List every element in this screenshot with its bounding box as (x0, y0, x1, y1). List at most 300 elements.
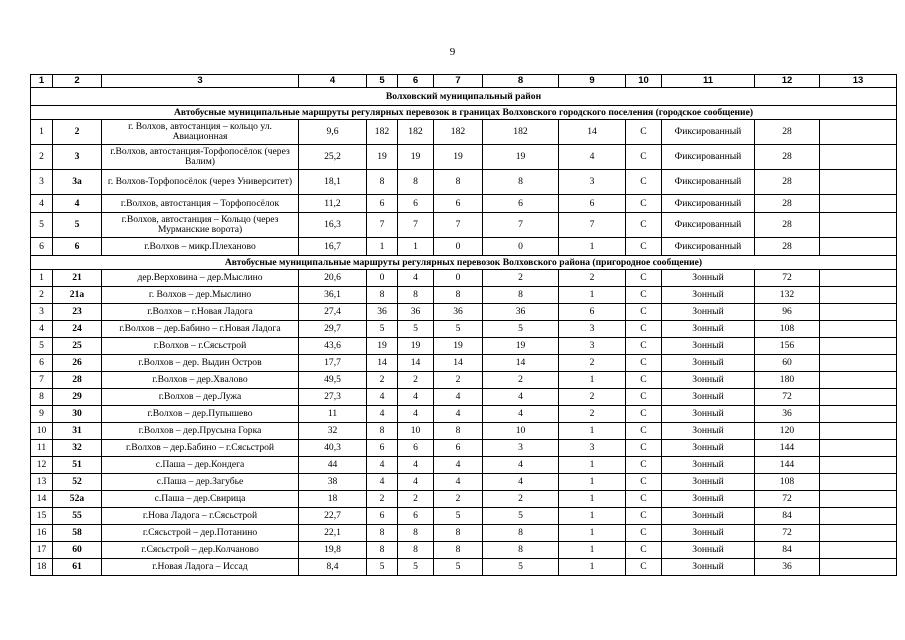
col10-value: С (626, 491, 662, 508)
route-number: 52 (53, 474, 102, 491)
table-row (31, 145, 897, 170)
tariff-type: Зонный (662, 355, 755, 372)
col12-value: 144 (755, 457, 820, 474)
col10-value: С (626, 389, 662, 406)
route-name: с.Паша – дер.Загубье (102, 474, 299, 491)
route-length: 40,3 (299, 440, 367, 457)
tariff-type: Фиксированный (662, 170, 755, 195)
region-row (31, 88, 897, 106)
col12-value: 60 (755, 355, 820, 372)
row-index: 17 (31, 542, 53, 559)
col12-value: 156 (755, 338, 820, 355)
tariff-type: Фиксированный (662, 120, 755, 145)
col9-value: 1 (559, 542, 626, 559)
route-number: 2 (53, 120, 102, 145)
col9-value: 1 (559, 491, 626, 508)
column-number: 3 (102, 75, 299, 88)
col13-value (820, 372, 897, 389)
col12-value: 144 (755, 440, 820, 457)
col10-value: С (626, 423, 662, 440)
col8-value: 5 (483, 559, 559, 576)
route-length: 18,1 (299, 170, 367, 195)
col12-value: 108 (755, 474, 820, 491)
col8-value: 7 (483, 213, 559, 238)
col6-value: 19 (398, 338, 434, 355)
col5-value: 4 (367, 474, 398, 491)
row-index: 16 (31, 525, 53, 542)
col8-value: 2 (483, 491, 559, 508)
col6-value: 19 (398, 145, 434, 170)
col9-value: 1 (559, 559, 626, 576)
route-length: 16,7 (299, 238, 367, 256)
tariff-type: Зонный (662, 372, 755, 389)
col9-value: 6 (559, 195, 626, 213)
route-name: г.Новая Ладога – Иссад (102, 559, 299, 576)
route-length: 19,8 (299, 542, 367, 559)
col5-value: 14 (367, 355, 398, 372)
col9-value: 3 (559, 321, 626, 338)
col7-value: 8 (434, 525, 483, 542)
column-number: 7 (434, 75, 483, 88)
col12-value: 72 (755, 389, 820, 406)
route-number: 60 (53, 542, 102, 559)
route-name: дер.Верховина – дер.Мыслино (102, 270, 299, 287)
tariff-type: Зонный (662, 287, 755, 304)
row-index: 3 (31, 170, 53, 195)
route-number: 28 (53, 372, 102, 389)
section-title: Автобусные муниципальные маршруты регулярных перевозок в границах Волховского городского поселения (городское сообщение) (31, 106, 897, 120)
col8-value: 8 (483, 542, 559, 559)
route-number: 21 (53, 270, 102, 287)
route-length: 38 (299, 474, 367, 491)
column-number: 12 (755, 75, 820, 88)
route-length: 11 (299, 406, 367, 423)
col7-value: 19 (434, 145, 483, 170)
col10-value: С (626, 304, 662, 321)
tariff-type: Зонный (662, 389, 755, 406)
col13-value (820, 287, 897, 304)
col8-value: 19 (483, 338, 559, 355)
table-row (31, 525, 897, 542)
col7-value: 182 (434, 120, 483, 145)
table-row (31, 508, 897, 525)
col7-value: 4 (434, 457, 483, 474)
col6-value: 8 (398, 525, 434, 542)
col8-value: 3 (483, 440, 559, 457)
route-number: 26 (53, 355, 102, 372)
tariff-type: Фиксированный (662, 145, 755, 170)
col8-value: 36 (483, 304, 559, 321)
col13-value (820, 508, 897, 525)
col12-value: 36 (755, 406, 820, 423)
col9-value: 2 (559, 389, 626, 406)
route-number: 51 (53, 457, 102, 474)
col10-value: С (626, 270, 662, 287)
col5-value: 1 (367, 238, 398, 256)
col6-value: 182 (398, 120, 434, 145)
col12-value: 36 (755, 559, 820, 576)
route-name: г. Волхов-Торфопосёлок (через Университет) (102, 170, 299, 195)
route-length: 9,6 (299, 120, 367, 145)
col7-value: 2 (434, 372, 483, 389)
route-length: 29,7 (299, 321, 367, 338)
col13-value (820, 525, 897, 542)
col6-value: 14 (398, 355, 434, 372)
route-number: 3а (53, 170, 102, 195)
route-name: г.Волхов, автостанция – Торфопосёлок (102, 195, 299, 213)
route-name: г.Волхов – дер. Выдин Остров (102, 355, 299, 372)
table-row (31, 270, 897, 287)
route-name: с.Паша – дер.Кондега (102, 457, 299, 474)
col13-value (820, 406, 897, 423)
row-index: 10 (31, 423, 53, 440)
row-index: 9 (31, 406, 53, 423)
col12-value: 28 (755, 213, 820, 238)
col5-value: 8 (367, 423, 398, 440)
col13-value (820, 270, 897, 287)
table-row (31, 406, 897, 423)
col8-value: 14 (483, 355, 559, 372)
col9-value: 2 (559, 270, 626, 287)
route-number: 21а (53, 287, 102, 304)
col6-value: 8 (398, 170, 434, 195)
col9-value: 2 (559, 355, 626, 372)
column-number: 10 (626, 75, 662, 88)
row-index: 6 (31, 355, 53, 372)
col7-value: 4 (434, 474, 483, 491)
col10-value: С (626, 213, 662, 238)
tariff-type: Фиксированный (662, 195, 755, 213)
col8-value: 2 (483, 270, 559, 287)
col5-value: 6 (367, 440, 398, 457)
col6-value: 6 (398, 195, 434, 213)
tariff-type: Зонный (662, 423, 755, 440)
table-row (31, 423, 897, 440)
col5-value: 0 (367, 270, 398, 287)
tariff-type: Зонный (662, 457, 755, 474)
column-number: 8 (483, 75, 559, 88)
col8-value: 8 (483, 287, 559, 304)
col10-value: С (626, 542, 662, 559)
col7-value: 0 (434, 238, 483, 256)
col8-value: 4 (483, 406, 559, 423)
col12-value: 84 (755, 508, 820, 525)
col7-value: 2 (434, 491, 483, 508)
route-length: 49,5 (299, 372, 367, 389)
route-name: г.Волхов – дер.Бабино – г.Новая Ладога (102, 321, 299, 338)
row-index: 8 (31, 389, 53, 406)
col6-value: 4 (398, 270, 434, 287)
row-index: 6 (31, 238, 53, 256)
col5-value: 182 (367, 120, 398, 145)
route-number: 4 (53, 195, 102, 213)
route-number: 5 (53, 213, 102, 238)
table-row (31, 287, 897, 304)
col5-value: 5 (367, 559, 398, 576)
table-row (31, 170, 897, 195)
col8-value: 182 (483, 120, 559, 145)
route-name: г.Волхов, автостанция – Кольцо (через Мурманские ворота) (102, 213, 299, 238)
col9-value: 7 (559, 213, 626, 238)
col5-value: 8 (367, 170, 398, 195)
col6-value: 1 (398, 238, 434, 256)
route-length: 43,6 (299, 338, 367, 355)
col5-value: 2 (367, 372, 398, 389)
col13-value (820, 440, 897, 457)
col13-value (820, 120, 897, 145)
col7-value: 8 (434, 423, 483, 440)
route-length: 18 (299, 491, 367, 508)
row-index: 1 (31, 270, 53, 287)
col10-value: С (626, 440, 662, 457)
routes-table (30, 74, 897, 576)
region-title: Волховский муниципальный район (31, 88, 897, 106)
route-number: 52а (53, 491, 102, 508)
col13-value (820, 170, 897, 195)
tariff-type: Зонный (662, 559, 755, 576)
col5-value: 2 (367, 491, 398, 508)
col12-value: 28 (755, 145, 820, 170)
tariff-type: Зонный (662, 406, 755, 423)
route-length: 44 (299, 457, 367, 474)
col5-value: 5 (367, 321, 398, 338)
table-row (31, 440, 897, 457)
col8-value: 4 (483, 389, 559, 406)
col10-value: С (626, 508, 662, 525)
column-number: 11 (662, 75, 755, 88)
row-index: 5 (31, 338, 53, 355)
col9-value: 1 (559, 238, 626, 256)
col6-value: 5 (398, 559, 434, 576)
col9-value: 1 (559, 287, 626, 304)
col12-value: 28 (755, 195, 820, 213)
col7-value: 4 (434, 406, 483, 423)
col13-value (820, 338, 897, 355)
route-number: 30 (53, 406, 102, 423)
col13-value (820, 491, 897, 508)
tariff-type: Зонный (662, 304, 755, 321)
page-number: 9 (449, 46, 456, 58)
col6-value: 4 (398, 457, 434, 474)
col7-value: 6 (434, 440, 483, 457)
col6-value: 4 (398, 406, 434, 423)
row-index: 3 (31, 304, 53, 321)
col8-value: 4 (483, 457, 559, 474)
route-number: 23 (53, 304, 102, 321)
col8-value: 8 (483, 170, 559, 195)
tariff-type: Зонный (662, 338, 755, 355)
row-index: 1 (31, 120, 53, 145)
col9-value: 3 (559, 170, 626, 195)
route-length: 17,7 (299, 355, 367, 372)
row-index: 4 (31, 321, 53, 338)
col8-value: 5 (483, 321, 559, 338)
col9-value: 6 (559, 304, 626, 321)
route-number: 6 (53, 238, 102, 256)
col10-value: С (626, 457, 662, 474)
col7-value: 0 (434, 270, 483, 287)
tariff-type: Зонный (662, 491, 755, 508)
route-length: 22,7 (299, 508, 367, 525)
col5-value: 8 (367, 542, 398, 559)
tariff-type: Фиксированный (662, 213, 755, 238)
column-number: 9 (559, 75, 626, 88)
route-name: г. Волхов – дер.Мыслино (102, 287, 299, 304)
row-index: 4 (31, 195, 53, 213)
col8-value: 6 (483, 195, 559, 213)
col6-value: 5 (398, 321, 434, 338)
route-number: 24 (53, 321, 102, 338)
col7-value: 7 (434, 213, 483, 238)
route-number: 3 (53, 145, 102, 170)
col13-value (820, 238, 897, 256)
route-name: с.Паша – дер.Свирица (102, 491, 299, 508)
col10-value: С (626, 321, 662, 338)
col8-value: 8 (483, 525, 559, 542)
col8-value: 0 (483, 238, 559, 256)
col10-value: С (626, 525, 662, 542)
tariff-type: Зонный (662, 542, 755, 559)
col9-value: 4 (559, 145, 626, 170)
column-number: 5 (367, 75, 398, 88)
column-number: 13 (820, 75, 897, 88)
col13-value (820, 457, 897, 474)
route-name: г. Волхов, автостанция – кольцо ул. Авиационная (102, 120, 299, 145)
tariff-type: Зонный (662, 321, 755, 338)
col12-value: 72 (755, 525, 820, 542)
route-name: г.Волхов – дер.Прусына Горка (102, 423, 299, 440)
col12-value: 96 (755, 304, 820, 321)
table-row (31, 238, 897, 256)
route-length: 25,2 (299, 145, 367, 170)
col5-value: 4 (367, 457, 398, 474)
table-row (31, 372, 897, 389)
col5-value: 19 (367, 338, 398, 355)
column-number: 1 (31, 75, 53, 88)
col10-value: С (626, 170, 662, 195)
col5-value: 36 (367, 304, 398, 321)
route-number: 25 (53, 338, 102, 355)
col9-value: 2 (559, 406, 626, 423)
col6-value: 4 (398, 474, 434, 491)
route-name: г.Нова Ладога – г.Сясьстрой (102, 508, 299, 525)
table-row (31, 474, 897, 491)
row-index: 14 (31, 491, 53, 508)
route-number: 29 (53, 389, 102, 406)
col12-value: 132 (755, 287, 820, 304)
tariff-type: Зонный (662, 270, 755, 287)
route-length: 8,4 (299, 559, 367, 576)
table-row (31, 542, 897, 559)
row-index: 18 (31, 559, 53, 576)
col5-value: 8 (367, 525, 398, 542)
table-row (31, 457, 897, 474)
column-number: 6 (398, 75, 434, 88)
section-title: Автобусные муниципальные маршруты регулярных перевозок Волховского района (пригородное сообщение) (31, 256, 897, 270)
col12-value: 28 (755, 238, 820, 256)
route-number: 61 (53, 559, 102, 576)
col10-value: С (626, 406, 662, 423)
table-row (31, 559, 897, 576)
col9-value: 1 (559, 457, 626, 474)
col6-value: 8 (398, 542, 434, 559)
col7-value: 14 (434, 355, 483, 372)
col7-value: 36 (434, 304, 483, 321)
col5-value: 19 (367, 145, 398, 170)
col6-value: 36 (398, 304, 434, 321)
route-number: 55 (53, 508, 102, 525)
route-name: г.Волхов – г.Новая Ладога (102, 304, 299, 321)
col9-value: 1 (559, 372, 626, 389)
tariff-type: Зонный (662, 525, 755, 542)
col6-value: 10 (398, 423, 434, 440)
route-name: г.Волхов, автостанция-Торфопосёлок (через Валим) (102, 145, 299, 170)
route-name: г.Волхов – дер.Лужа (102, 389, 299, 406)
col9-value: 1 (559, 423, 626, 440)
col9-value: 3 (559, 338, 626, 355)
route-length: 27,4 (299, 304, 367, 321)
col5-value: 4 (367, 389, 398, 406)
col7-value: 8 (434, 287, 483, 304)
col12-value: 120 (755, 423, 820, 440)
route-length: 27,3 (299, 389, 367, 406)
col13-value (820, 389, 897, 406)
row-index: 7 (31, 372, 53, 389)
col7-value: 6 (434, 195, 483, 213)
col7-value: 4 (434, 389, 483, 406)
row-index: 5 (31, 213, 53, 238)
route-name: г.Волхов – микр.Плеханово (102, 238, 299, 256)
col13-value (820, 355, 897, 372)
tariff-type: Фиксированный (662, 238, 755, 256)
route-name: г.Волхов – г.Сясьстрой (102, 338, 299, 355)
table-body (31, 75, 897, 576)
route-name: г.Волхов – дер.Пупышево (102, 406, 299, 423)
col5-value: 7 (367, 213, 398, 238)
col9-value: 1 (559, 474, 626, 491)
column-number: 4 (299, 75, 367, 88)
col12-value: 72 (755, 491, 820, 508)
tariff-type: Зонный (662, 508, 755, 525)
col13-value (820, 321, 897, 338)
col6-value: 2 (398, 491, 434, 508)
col8-value: 5 (483, 508, 559, 525)
col8-value: 2 (483, 372, 559, 389)
table-row (31, 213, 897, 238)
table-row (31, 120, 897, 145)
row-index: 15 (31, 508, 53, 525)
col6-value: 2 (398, 372, 434, 389)
route-length: 16,3 (299, 213, 367, 238)
route-number: 58 (53, 525, 102, 542)
route-name: г.Сясьстрой – дер.Потанино (102, 525, 299, 542)
table-row (31, 389, 897, 406)
col10-value: С (626, 338, 662, 355)
col9-value: 1 (559, 508, 626, 525)
route-length: 36,1 (299, 287, 367, 304)
col6-value: 4 (398, 389, 434, 406)
col13-value (820, 304, 897, 321)
col5-value: 6 (367, 508, 398, 525)
table-row (31, 304, 897, 321)
row-index: 13 (31, 474, 53, 491)
col6-value: 6 (398, 440, 434, 457)
table-row (31, 321, 897, 338)
col13-value (820, 423, 897, 440)
col12-value: 28 (755, 120, 820, 145)
section-header-row (31, 106, 897, 120)
col10-value: С (626, 145, 662, 170)
